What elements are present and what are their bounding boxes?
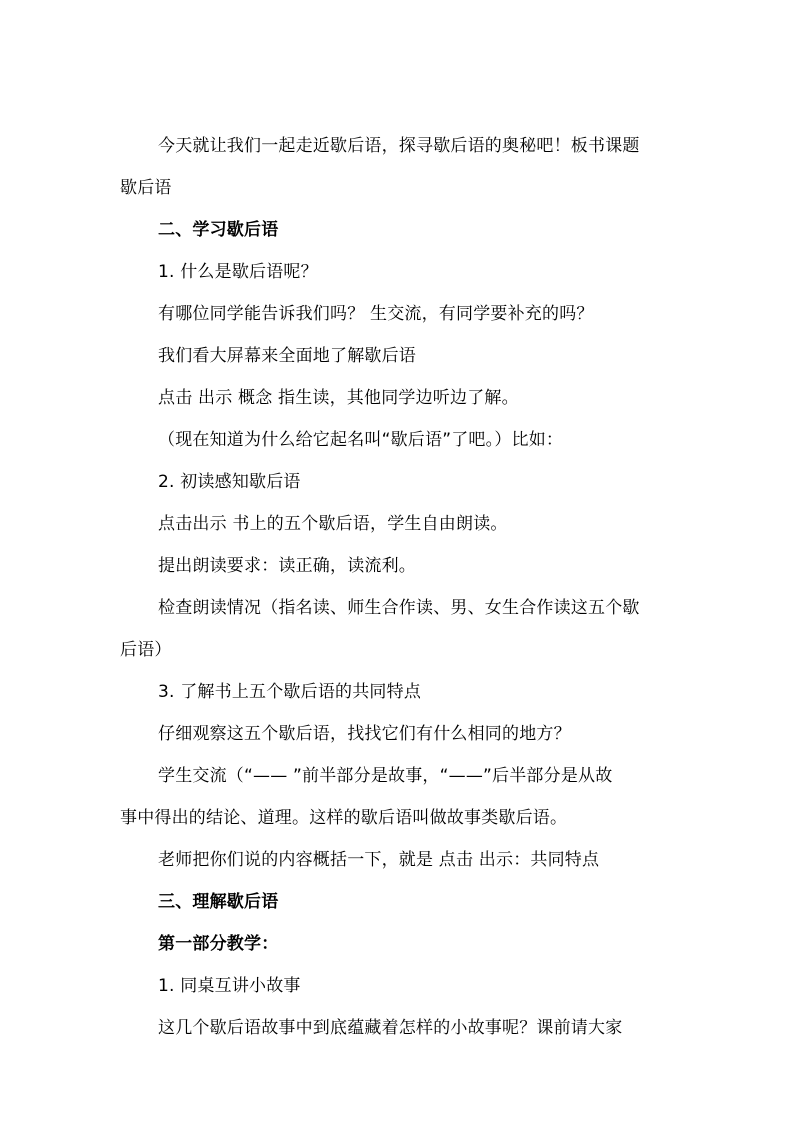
paragraph: （现在知道为什么给它起名叫“歇后语”了吧。）比如：	[158, 430, 564, 450]
subheading-1: 1. 什么是歇后语呢？	[158, 262, 318, 282]
paragraph: 点击 出示 概念 指生读，其他同学边听边了解。	[158, 388, 519, 408]
paragraph-intro-cont: 歇后语	[120, 178, 172, 198]
paragraph: 这几个歇后语故事中到底蕴藏着怎样的小故事呢？课前请大家	[158, 1018, 623, 1038]
subheading-2: 2. 初读感知歇后语	[158, 472, 301, 492]
paragraph: 提出朗读要求：读正确，读流利。	[158, 556, 416, 576]
paragraph: 检查朗读情况（指名读、师生合作读、男、女生合作读这五个歇	[158, 598, 640, 618]
paragraph: 仔细观察这五个歇后语，找找它们有什么相同的地方？	[158, 724, 571, 744]
paragraph: 有哪位同学能告诉我们吗？ 生交流，有同学要补充的吗？	[158, 304, 594, 324]
paragraph-cont: 事中得出的结论、道理。这样的歇后语叫做故事类歇后语。	[120, 808, 568, 828]
subheading-4: 1. 同桌互讲小故事	[158, 976, 301, 996]
paragraph: 学生交流（“—— ”前半部分是故事，“——”后半部分是从故	[158, 766, 613, 786]
paragraph-cont: 后语）	[120, 640, 172, 660]
section-heading-3: 三、理解歇后语	[158, 892, 279, 912]
paragraph: 老师把你们说的内容概括一下，就是 点击 出示：共同特点	[158, 850, 600, 870]
paragraph-intro: 今天就让我们一起走近歇后语，探寻歇后语的奥秘吧！板书课题	[158, 136, 640, 156]
paragraph: 我们看大屏幕来全面地了解歇后语	[158, 346, 416, 366]
paragraph: 点击出示 书上的五个歇后语，学生自由朗读。	[158, 514, 508, 534]
section-heading-2: 二、学习歇后语	[158, 220, 279, 240]
part-heading: 第一部分教学：	[158, 934, 279, 954]
subheading-3: 3. 了解书上五个歇后语的共同特点	[158, 682, 422, 702]
